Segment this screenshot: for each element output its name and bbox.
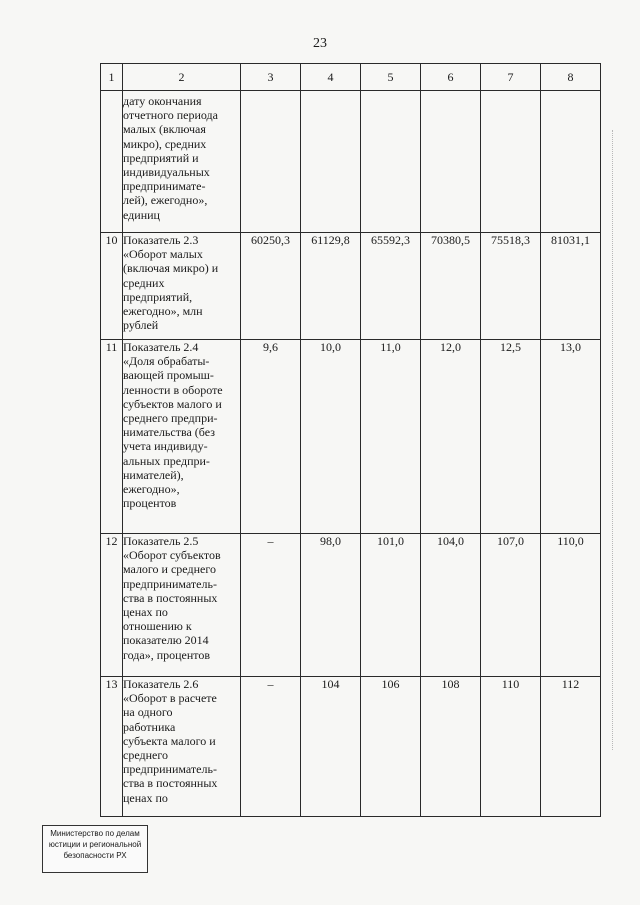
indicator-description: Показатель 2.3 «Оборот малых (включая микро) и средних предприятий, ежегодно», млн рублей	[123, 233, 241, 340]
table-row	[101, 340, 601, 534]
row-number: 12	[101, 534, 123, 677]
value-cell: 13,0	[541, 340, 601, 534]
value-cell: 110,0	[541, 534, 601, 677]
value-cell: 110	[481, 677, 541, 817]
indicator-table	[100, 63, 601, 817]
header-cell: 3	[241, 64, 301, 91]
value-cell: 104,0	[421, 534, 481, 677]
value-cell: 108	[421, 677, 481, 817]
table-row	[101, 233, 601, 340]
indicator-description: Показатель 2.5 «Оборот субъектов малого и среднего предприниматель- ства в постоянных ценах по отношению к показателю 2014 года», процентов	[123, 534, 241, 677]
value-cell: 60250,3	[241, 233, 301, 340]
value-cell: 10,0	[301, 340, 361, 534]
stamp-line: Министерство по делам	[50, 829, 140, 838]
indicator-description: Показатель 2.4 «Доля обрабаты- вающей промыш- ленности в обороте субъектов малого и среднего предпри- нимательства (без учета индивиду- альных предпри- нимателей), ежегодно», процентов	[123, 340, 241, 534]
value-cell	[541, 91, 601, 233]
value-cell: 98,0	[301, 534, 361, 677]
value-cell: 106	[361, 677, 421, 817]
stamp-line: безопасности РХ	[63, 851, 127, 860]
value-cell	[301, 91, 361, 233]
table-row	[101, 534, 601, 677]
row-number: 11	[101, 340, 123, 534]
value-cell: 101,0	[361, 534, 421, 677]
value-cell	[481, 91, 541, 233]
value-cell: 12,0	[421, 340, 481, 534]
ministry-stamp	[42, 825, 148, 873]
header-cell: 1	[101, 64, 123, 91]
indicator-description: дату окончания отчетного периода малых (включая микро), средних предприятий и индивидуальных предпринимате- лей), ежегодно», единиц	[123, 91, 241, 233]
value-cell: 65592,3	[361, 233, 421, 340]
value-cell: 112	[541, 677, 601, 817]
value-cell: –	[241, 677, 301, 817]
value-cell: –	[241, 534, 301, 677]
value-cell: 70380,5	[421, 233, 481, 340]
value-cell	[361, 91, 421, 233]
row-number	[101, 91, 123, 233]
value-cell: 11,0	[361, 340, 421, 534]
value-cell	[421, 91, 481, 233]
row-number: 13	[101, 677, 123, 817]
value-cell: 75518,3	[481, 233, 541, 340]
page-number: 23	[313, 36, 327, 51]
header-cell: 8	[541, 64, 601, 91]
indicator-description: Показатель 2.6 «Оборот в расчете на одного работника субъекта малого и среднего предприниматель- ства в постоянных ценах по	[123, 677, 241, 817]
value-cell: 12,5	[481, 340, 541, 534]
header-cell: 7	[481, 64, 541, 91]
header-cell: 5	[361, 64, 421, 91]
value-cell: 104	[301, 677, 361, 817]
value-cell: 107,0	[481, 534, 541, 677]
table-row	[101, 677, 601, 817]
value-cell: 61129,8	[301, 233, 361, 340]
row-number: 10	[101, 233, 123, 340]
header-cell: 6	[421, 64, 481, 91]
value-cell: 81031,1	[541, 233, 601, 340]
table-row	[101, 91, 601, 233]
header-cell: 4	[301, 64, 361, 91]
value-cell	[241, 91, 301, 233]
value-cell: 9,6	[241, 340, 301, 534]
margin-mark	[612, 130, 614, 750]
header-cell: 2	[123, 64, 241, 91]
stamp-line: юстиции и региональной	[48, 840, 142, 849]
header-row	[101, 64, 601, 91]
